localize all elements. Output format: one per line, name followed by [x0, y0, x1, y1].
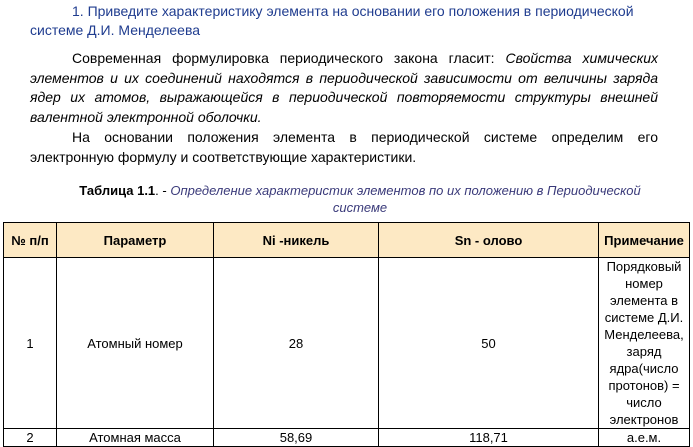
header-num: № п/п	[4, 223, 57, 258]
task-heading-line1: 1. Приведите характеристику элемента на основании его положения в периодической	[72, 3, 634, 19]
periodic-law-paragraph	[30, 49, 658, 127]
element-characteristics-table	[3, 222, 690, 447]
task-heading	[30, 2, 670, 40]
header-sn: Sn - олово	[379, 223, 599, 258]
periodic-law-definition: Свойства химических элементов и их соединений находятся в периодической зависимости от величины заряда ядер их атомов, выражающейся в периодической повторяемости структуры внешней валентной электронной оболочки.	[30, 50, 658, 125]
periodic-law-intro: Современная формулировка периодического закона гласит:	[72, 50, 506, 66]
table-caption-label: Таблица 1.1	[79, 183, 156, 198]
header-note: Примечание	[599, 223, 690, 258]
cell-sn: 50	[379, 258, 599, 429]
table-header-row	[4, 223, 690, 258]
cell-param: Атомный номер	[57, 258, 214, 429]
method-paragraph: На основании положения элемента в периодической системе определим его электронную формулу и соответствующие характеристики.	[30, 129, 658, 165]
table-row	[4, 258, 690, 429]
cell-num: 1	[4, 258, 57, 429]
task-heading-line2: системе Д.И. Менделеева	[30, 22, 201, 38]
header-param: Параметр	[57, 223, 214, 258]
table-caption-text: Определение характеристик элементов по их положению в Периодической системе	[170, 183, 641, 215]
table-row	[4, 429, 690, 447]
cell-num: 2	[4, 429, 57, 447]
table-caption	[60, 182, 660, 216]
cell-ni: 28	[214, 258, 379, 429]
cell-note: Порядковый номер элемента в системе Д.И. Менделеева, заряд ядра(число протонов) = число электронов	[599, 258, 690, 429]
cell-sn: 118,71	[379, 429, 599, 447]
cell-param: Атомная масса	[57, 429, 214, 447]
table-caption-separator: . -	[155, 183, 171, 198]
header-ni: Ni -никель	[214, 223, 379, 258]
cell-ni: 58,69	[214, 429, 379, 447]
cell-note: а.е.м.	[599, 429, 690, 447]
